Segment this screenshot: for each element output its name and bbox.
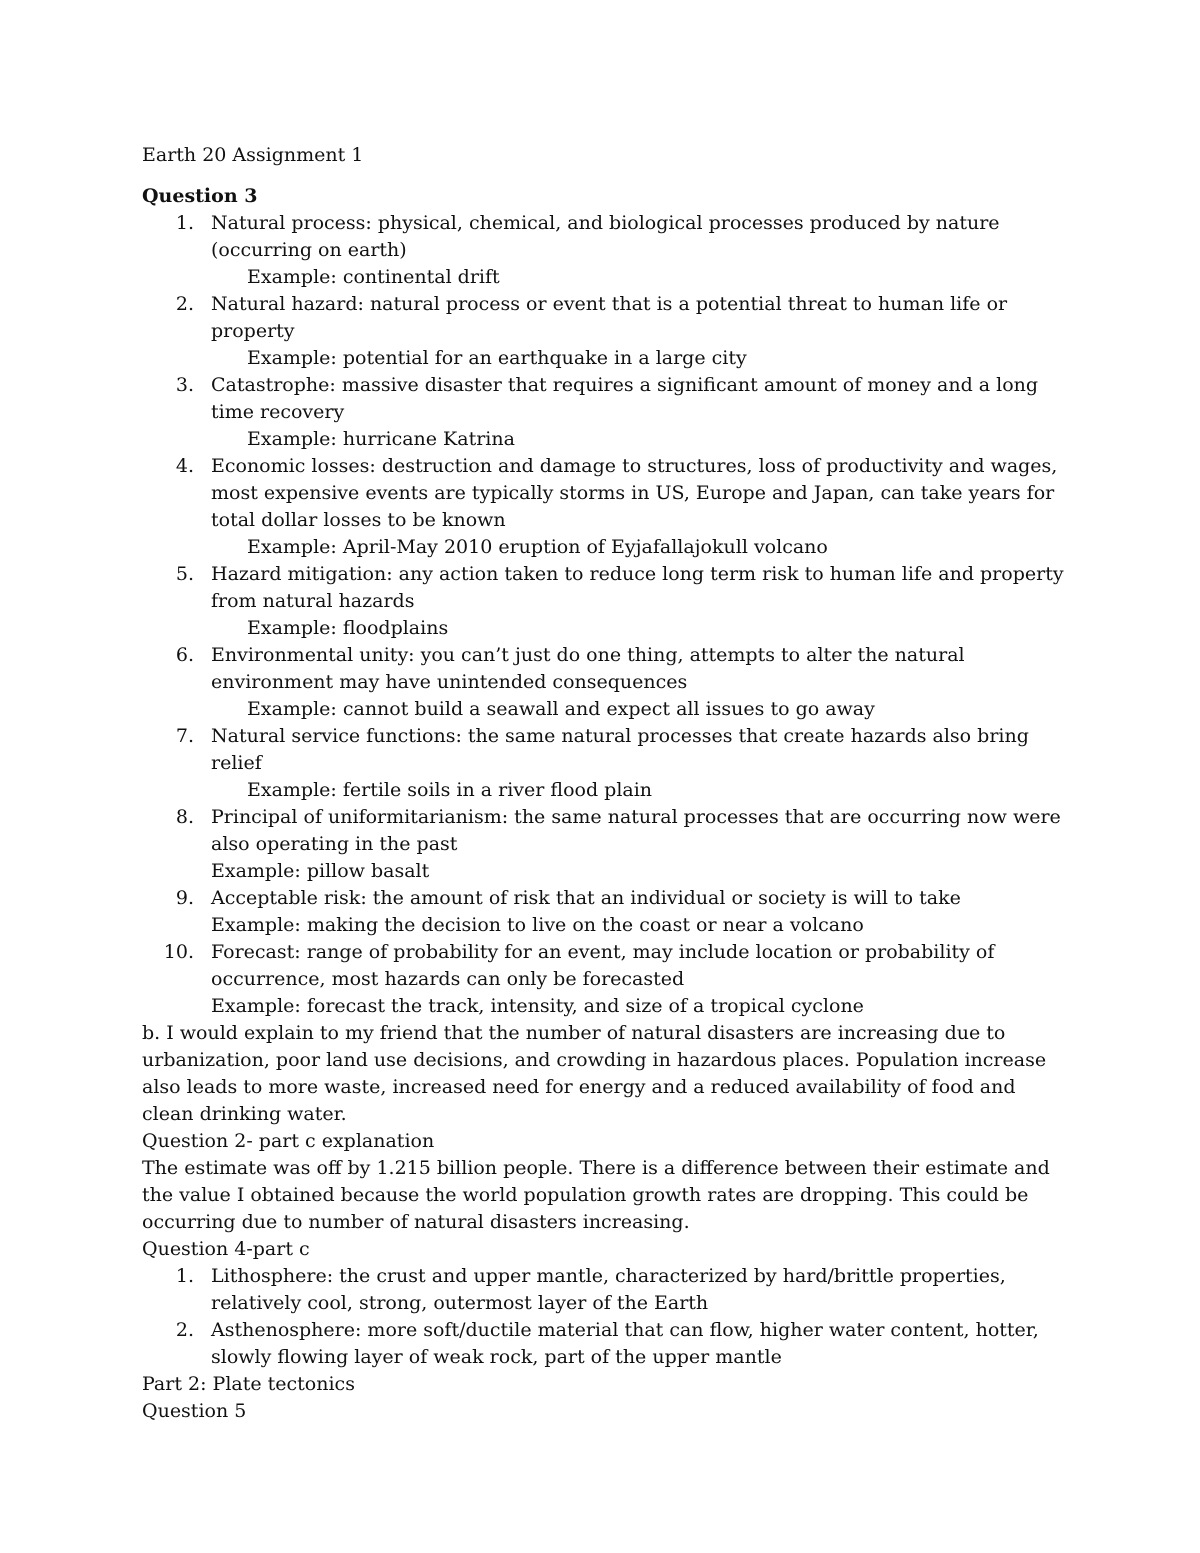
item-text: Principal of uniformitarianism: the same natural processes that are occurring now were also operating in the past	[211, 806, 1061, 855]
question-2-paragraph: The estimate was off by 1.215 billion people. There is a difference between their estimate and the value I obtained because the world population growth rates are dropping. This could be occurring due to number of natural disasters increasing.	[142, 1157, 1050, 1233]
item-text: Acceptable risk: the amount of risk that an individual or society is will to take	[211, 887, 961, 909]
list-number: 9.	[175, 887, 194, 909]
item-text: Natural process: physical, chemical, and biological processes produced by nature (occurring on earth)	[211, 212, 1000, 261]
list-item	[142, 561, 1072, 642]
list-item	[142, 210, 1072, 291]
document-title: Earth 20 Assignment 1	[142, 144, 364, 166]
question-4-heading: Question 4-part c	[142, 1238, 310, 1260]
list-item	[142, 372, 1072, 453]
part-b-paragraph: b. I would explain to my friend that the number of natural disasters are increasing due to urbanization, poor land use decisions, and crowding in hazardous places. Population increase also leads to more waste, increased need for energy and a reduced availability of food and clean drinking water.	[142, 1022, 1047, 1125]
list-number: 5.	[175, 563, 194, 585]
item-example: Example: fertile soils in a river flood plain	[247, 779, 653, 801]
list-item	[142, 642, 1072, 723]
item-example: Example: pillow basalt	[211, 860, 430, 882]
list-number: 10.	[163, 941, 194, 963]
item-text: Forecast: range of probability for an event, may include location or probability of occurrence, most hazards can only be forecasted	[211, 941, 995, 990]
item-text: Hazard mitigation: any action taken to reduce long term risk to human life and property from natural hazards	[211, 563, 1064, 612]
list-item	[142, 939, 1072, 1020]
item-text: Catastrophe: massive disaster that requires a significant amount of money and a long time recovery	[211, 374, 1039, 423]
item-text: Economic losses: destruction and damage to structures, loss of productivity and wages, most expensive events are typically storms in US, Europe and Japan, can take years for total dollar losses to be known	[211, 455, 1058, 531]
list-number: 4.	[175, 455, 194, 477]
list-number: 8.	[175, 806, 194, 828]
item-text: Natural service functions: the same natural processes that create hazards also bring relief	[211, 725, 1029, 774]
item-example: Example: April-May 2010 eruption of Eyjafallajokull volcano	[247, 536, 828, 558]
item-example: Example: continental drift	[247, 266, 500, 288]
list-number: 2.	[175, 1319, 194, 1341]
item-example: Example: floodplains	[247, 617, 449, 639]
question-5-heading: Question 5	[142, 1400, 247, 1422]
item-text: Asthenosphere: more soft/ductile material that can flow, higher water content, hotter, slowly flowing layer of weak rock, part of the upper mantle	[211, 1319, 1039, 1368]
list-item	[142, 291, 1072, 372]
list-item	[142, 1317, 1072, 1371]
question-2-heading: Question 2- part c explanation	[142, 1130, 435, 1152]
list-number: 6.	[175, 644, 194, 666]
document-page	[142, 142, 1072, 1425]
list-item	[142, 885, 1072, 939]
item-example: Example: cannot build a seawall and expect all issues to go away	[247, 698, 875, 720]
item-example: Example: forecast the track, intensity, and size of a tropical cyclone	[211, 995, 864, 1017]
list-item	[142, 453, 1072, 561]
list-number: 1.	[175, 212, 194, 234]
item-example: Example: hurricane Katrina	[247, 428, 515, 450]
list-item	[142, 723, 1072, 804]
question-3-heading: Question 3	[142, 185, 258, 207]
list-number: 1.	[175, 1265, 194, 1287]
item-text: Environmental unity: you can’t just do one thing, attempts to alter the natural environment may have unintended consequences	[211, 644, 965, 693]
list-number: 7.	[175, 725, 194, 747]
item-example: Example: making the decision to live on the coast or near a volcano	[211, 914, 864, 936]
item-text: Natural hazard: natural process or event that is a potential threat to human life or property	[211, 293, 1008, 342]
list-number: 2.	[175, 293, 194, 315]
list-item	[142, 804, 1072, 885]
list-item	[142, 1263, 1072, 1317]
part-2-heading: Part 2: Plate tectonics	[142, 1373, 355, 1395]
list-number: 3.	[175, 374, 194, 396]
item-example: Example: potential for an earthquake in a large city	[247, 347, 747, 369]
item-text: Lithosphere: the crust and upper mantle, characterized by hard/brittle properties, relatively cool, strong, outermost layer of the Earth	[211, 1265, 1006, 1314]
